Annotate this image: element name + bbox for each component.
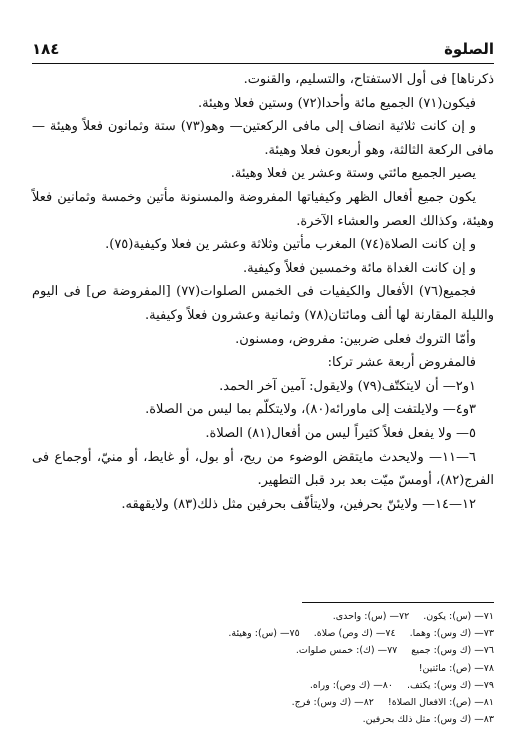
footnote-entry: ٧٧— (ك): خمس صلوات. xyxy=(295,645,398,657)
footnote-entry: ٨٢— (ك وس): فرج. xyxy=(291,697,374,709)
footnote-entry: ٧٦— (ك وس): جميع xyxy=(411,645,494,657)
footnote-line xyxy=(150,608,494,625)
paragraph: فالمفروض أربعة عشر تركا: xyxy=(327,355,476,371)
paragraph: يصير الجميع مائتي وستة وعشر ين فعلا وهيئة. xyxy=(230,166,476,182)
paragraph: فجميع(٧٦) الأفعال والكيفيات فى الخمس الصلوات(٧٧) [المفروضة ص] فى اليوم والليلة المقارنة لها ألف ومائتان(٧٨) وثمانية وعشرون فعلاً وكيفية. xyxy=(32,284,494,323)
footnote-entry: ٧٥— (س): وهيئة. xyxy=(228,628,300,640)
running-title: الصلوة xyxy=(444,40,494,58)
paragraph: ٥— ولا يفعل فعلاً كثيراً ليس من أفعال(٨١) الصلاة. xyxy=(205,425,476,441)
footnote-line xyxy=(150,694,494,711)
header-divider xyxy=(32,63,494,64)
paragraph: ١٢—١٤— ولايئنّ بحرفين، ولايتأفّف بحرفين مثل ذلك(٨٣) ولايقهقه. xyxy=(121,496,476,512)
footnote-entry: ٧٢— (س): واحدى. xyxy=(332,611,410,622)
footnote-entry: ٧١— (س): يكون. xyxy=(423,611,494,622)
footnote-entry: ٧٩— (ك وس): يكتف. xyxy=(406,679,494,691)
footnote-line xyxy=(150,711,494,728)
paragraph: يكون جميع أفعال الظهر وكيفياتها المفروضة والمسنونة مأتين وخمسة وثمانين فعلاً وهيئة، وكذالك العصر والعشاء الآخرة. xyxy=(32,189,494,229)
paragraph: و إن كانت الغداة مائة وخمسين فعلاً وكيفية. xyxy=(243,260,476,276)
paragraph: ذكرناها] فى أول الاستفتاح، والتسليم، والقنوت. xyxy=(243,72,494,87)
paragraph: و إن كانت الصلاة(٧٤) المغرب مأتين وثلاثة وعشر ين فعلا وكيفية(٧٥). xyxy=(105,237,476,253)
footnote-entry: ٧٤— (ك وص) صلاة. xyxy=(313,628,396,640)
paragraph: ٣و٤— ولايلتفت إلى ماورائه(٨٠)، ولايتكلّم بما ليس من الصلاة. xyxy=(145,402,476,418)
paragraph: فيكون(٧١) الجميع مائة وأحدا(٧٢) وستين فعلا وهيئة. xyxy=(197,95,476,111)
footnote-entry: ٧٨— (ص): مائتين! xyxy=(418,662,494,674)
paragraph: و إن كانت ثلاثية انضاف إلى مافى الركعتين— وهو(٧٣) ستة وثمانون فعلاً وهيئة — مافى الركعة الثالثة، وهو أربعون فعلا وهيئة. xyxy=(32,119,494,158)
footnote-entry: ٧٣— (ك وس): وهما. xyxy=(409,628,494,640)
footnote-divider xyxy=(302,602,494,603)
footnote-line xyxy=(150,642,494,659)
page-header xyxy=(32,38,494,62)
main-text xyxy=(32,68,494,516)
footnote-entry: ٨١— (ص): الافعال الصلاة! xyxy=(387,697,494,709)
footnote-line xyxy=(150,677,494,694)
footnote-entry: ٨٠— (ك وص): وراه. xyxy=(309,679,393,691)
paragraph: وأمّا التروك فعلى ضربين: مفروض، ومسنون. xyxy=(235,331,476,347)
page-number: ١٨٤ xyxy=(32,40,60,58)
footnote-entry: ٨٣— (ك وس): مثل ذلك بحرفين. xyxy=(362,714,494,726)
footnote-line xyxy=(150,660,494,677)
footnote-line xyxy=(150,625,494,642)
footnotes xyxy=(150,608,494,728)
paragraph: ٦—١١— ولايحدث مايتقض الوضوء من ريح، أو بول، أو غايط، أو منيّ، أوجماع فى الفرج(٨٢)، أومسّ ميّت بعد برد قبل التطهير. xyxy=(32,449,494,489)
paragraph: ١و٢— أن لايتكتّف(٧٩) ولايقول: آمين آخر الحمد. xyxy=(219,378,476,394)
